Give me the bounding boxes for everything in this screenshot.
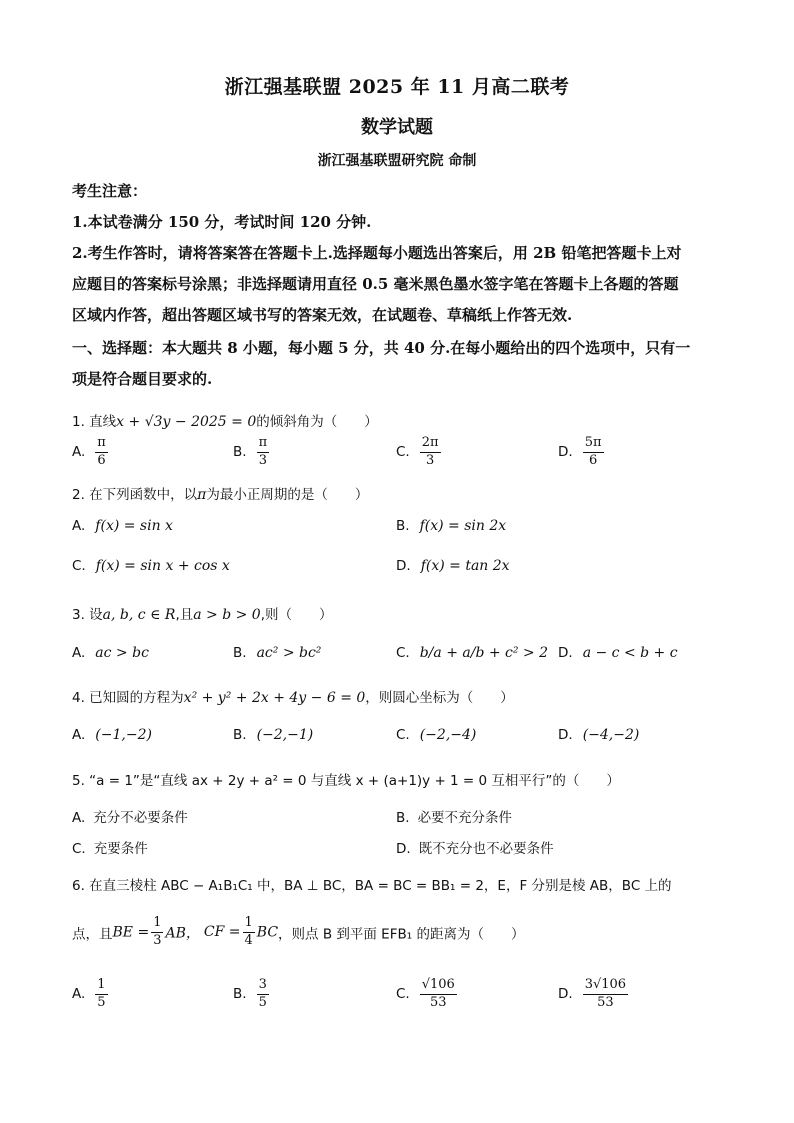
text-questions-0-options-1-den: 3	[258, 452, 267, 468]
question-5-stem: 5. “a = 1”是“直线 ax + 2y + a² = 0 与直线 x + (a+1)y + 1 = 0 互相平行”的（ ）	[72, 773, 620, 789]
question-3-option-a	[72, 645, 149, 661]
text-questions-5-stem-line2-suffix: ，则点 B 到平面 EFB₁ 的距离为（ ）	[278, 926, 525, 943]
question-1-suffix: 的倾斜角为（ ）	[256, 414, 378, 430]
question-4-option-c	[396, 727, 476, 743]
text-questions-5-options-2-num: √106	[420, 978, 457, 995]
question-1-equation: x + √3y − 2025 = 0	[116, 414, 257, 430]
notice-item-2-line-2: 应题目的答案标号涂黑；非选择题请用直径 0.5 毫米黑色墨水签字笔在答题卡上各题的答题	[72, 275, 679, 293]
text-questions-4-options-1-text: 必要不充分条件	[417, 810, 513, 826]
text-questions-4-options-0-label: A.	[72, 810, 86, 826]
exam-title: 浙江强基联盟 2025 年 11 月高二联考	[224, 76, 570, 98]
text-questions-3-options-2-text: (−2,−4)	[419, 727, 477, 743]
text-questions-0-options-1-label: B.	[233, 444, 247, 461]
text-questions-5-options-3-num: 3√106	[583, 978, 628, 995]
text-questions-2-options-2-text: b/a + a/b + c² > 2	[419, 645, 549, 661]
text-questions-0-options-0-num: π	[95, 436, 108, 453]
question-4-option-b	[233, 727, 313, 743]
text-questions-2-options-3-text: a − c < b + c	[582, 645, 678, 661]
text-questions-1-options-1-text: f(x) = sin 2x	[419, 518, 507, 534]
question-5-option-b	[396, 806, 512, 826]
question-6-option-b	[233, 978, 271, 1011]
question-6-option-a	[72, 978, 110, 1011]
text-questions-5-stem-line2-frac1-num: 1	[151, 916, 163, 933]
section-heading-line-1: 一、选择题：本大题共 8 小题，每小题 5 分，共 40 分.在每小题给出的四个选项中，只有一	[72, 339, 691, 357]
text-questions-2-options-2-label: C.	[396, 645, 410, 661]
text-questions-1-stem-math: π	[197, 487, 207, 503]
notice-heading: 考生注意：	[72, 182, 148, 200]
text-questions-1-options-2-text: f(x) = sin x + cos x	[95, 558, 230, 574]
text-questions-5-options-1-num: 3	[257, 978, 269, 995]
text-questions-5-stem-line2-frac2-num: 1	[243, 916, 255, 933]
question-3-option-b	[233, 645, 321, 661]
question-1-prefix: 1. 直线	[72, 414, 117, 430]
text-questions-1-options-3-text: f(x) = tan 2x	[420, 558, 510, 574]
question-1-option-d	[558, 436, 606, 469]
section-heading-line-2: 项是符合题目要求的.	[72, 370, 213, 388]
notice-item-2-line-1: 2.考生作答时，请将答案答在答题卡上.选择题每小题选出答案后，用 2B 铅笔把答题卡上对	[72, 244, 682, 262]
text-questions-5-options-0-label: A.	[72, 986, 86, 1003]
text-questions-1-options-3-label: D.	[396, 558, 411, 574]
question-3-option-d	[558, 645, 678, 661]
text-questions-5-options-0-den: 5	[97, 994, 106, 1010]
question-1-option-a	[72, 436, 110, 469]
question-5-option-d	[396, 837, 554, 857]
text-questions-1-options-0-text: f(x) = sin x	[95, 518, 173, 534]
text-questions-3-options-1-label: B.	[233, 727, 247, 743]
text-questions-2-options-0-label: A.	[72, 645, 86, 661]
question-1-option-b	[233, 436, 271, 469]
text-questions-2-stem-suffix: ,则（ ）	[260, 607, 333, 623]
text-questions-0-options-3-label: D.	[558, 444, 573, 461]
text-questions-2-options-1-label: B.	[233, 645, 247, 661]
text-questions-2-stem-prefix: 3. 设	[72, 607, 103, 623]
text-questions-2-stem-math2: a > b > 0	[193, 607, 261, 623]
question-6-stem-line-1: 6. 在直三棱柱 ABC − A₁B₁C₁ 中，BA ⊥ BC，BA = BC = BB₁ = 2，E，F 分别是棱 AB，BC 上的	[72, 878, 672, 894]
question-5-option-a	[72, 806, 188, 826]
question-6-option-d	[558, 978, 630, 1011]
text-questions-1-options-1-label: B.	[396, 518, 410, 534]
text-questions-2-options-3-label: D.	[558, 645, 573, 661]
text-questions-4-options-0-text: 充分不必要条件	[93, 810, 188, 826]
question-3-option-c	[396, 645, 548, 661]
text-questions-3-stem-suffix: ，则圆心坐标为（ ）	[365, 690, 514, 706]
question-1-option-c	[396, 436, 443, 469]
text-questions-5-stem-line2-prefix: 点，且	[72, 926, 113, 943]
text-questions-5-options-1-label: B.	[233, 986, 247, 1003]
text-questions-0-options-0-den: 6	[97, 452, 106, 468]
exam-author: 浙江强基联盟研究院 命制	[317, 153, 477, 169]
text-questions-3-stem-prefix: 4. 已知圆的方程为	[72, 690, 184, 706]
text-questions-5-stem-line2-be: BE =	[112, 924, 150, 941]
exam-subtitle: 数学试题	[361, 117, 433, 138]
text-questions-5-stem-line2-cf: CF =	[203, 924, 241, 941]
text-questions-3-options-2-label: C.	[396, 727, 410, 743]
text-questions-5-options-3-label: D.	[558, 986, 573, 1003]
question-6-stem-line-2	[72, 916, 524, 949]
text-questions-4-options-1-label: B.	[396, 810, 410, 826]
text-questions-2-stem-mid: ,且	[175, 607, 194, 623]
text-questions-5-stem-line2-frac1-den: 3	[153, 932, 162, 948]
text-questions-5-stem-line2-bc: BC	[256, 924, 279, 941]
text-questions-1-options-2-label: C.	[72, 558, 86, 574]
text-questions-2-options-0-text: ac > bc	[95, 645, 149, 661]
question-2-stem	[72, 483, 368, 503]
text-questions-2-stem-math: a, b, c ∈ R	[102, 607, 176, 623]
question-2-option-b	[396, 518, 506, 534]
text-questions-5-stem-line2-ab: AB，	[165, 925, 200, 942]
text-questions-0-options-2-label: C.	[396, 444, 410, 461]
text-questions-3-options-3-text: (−4,−2)	[582, 727, 640, 743]
text-questions-1-options-0-label: A.	[72, 518, 86, 534]
question-2-option-d	[396, 558, 510, 574]
question-2-option-c	[72, 558, 230, 574]
text-questions-4-options-3-label: D.	[396, 841, 411, 857]
question-2-option-a	[72, 518, 173, 534]
text-questions-0-options-0-label: A.	[72, 444, 86, 461]
text-questions-1-stem-prefix: 2. 在下列函数中，以	[72, 487, 198, 503]
text-questions-3-options-3-label: D.	[558, 727, 573, 743]
text-questions-5-options-2-label: C.	[396, 986, 410, 1003]
question-4-option-a	[72, 727, 152, 743]
notice-item-2-line-3: 区域内作答，超出答题区域书写的答案无效，在试题卷、草稿纸上作答无效.	[72, 306, 573, 324]
text-questions-3-options-0-text: (−1,−2)	[95, 727, 152, 743]
text-questions-0-options-2-den: 3	[425, 452, 435, 468]
text-questions-3-options-1-text: (−2,−1)	[256, 727, 314, 743]
text-questions-5-stem-line2-frac2-den: 4	[244, 932, 253, 948]
text-questions-5-options-3-den: 53	[597, 994, 614, 1010]
text-questions-0-options-3-num: 5π	[583, 436, 604, 453]
text-questions-2-options-1-text: ac² > bc²	[256, 645, 322, 661]
text-questions-0-options-3-den: 6	[588, 452, 598, 468]
text-questions-0-options-1-num: π	[257, 436, 270, 453]
question-1-stem	[72, 410, 378, 430]
text-questions-1-stem-suffix: 为最小正周期的是（ ）	[206, 487, 369, 503]
question-6-option-c	[396, 978, 459, 1011]
question-4-option-d	[558, 727, 639, 743]
text-questions-4-options-2-text: 充要条件	[93, 841, 148, 857]
text-questions-5-options-0-num: 1	[95, 978, 107, 995]
text-questions-3-options-0-label: A.	[72, 727, 86, 743]
text-questions-3-stem-math: x² + y² + 2x + 4y − 6 = 0	[183, 690, 366, 706]
question-5-option-c	[72, 837, 148, 857]
text-questions-0-options-2-num: 2π	[420, 436, 441, 453]
text-questions-5-options-2-den: 53	[430, 994, 447, 1010]
notice-item-1: 1.本试卷满分 150 分，考试时间 120 分钟.	[72, 213, 372, 231]
text-questions-4-options-3-text: 既不充分也不必要条件	[418, 841, 554, 857]
question-4-stem	[72, 686, 514, 706]
text-questions-5-options-1-den: 5	[258, 994, 267, 1010]
question-3-stem	[72, 603, 333, 623]
text-questions-4-options-2-label: C.	[72, 841, 86, 857]
